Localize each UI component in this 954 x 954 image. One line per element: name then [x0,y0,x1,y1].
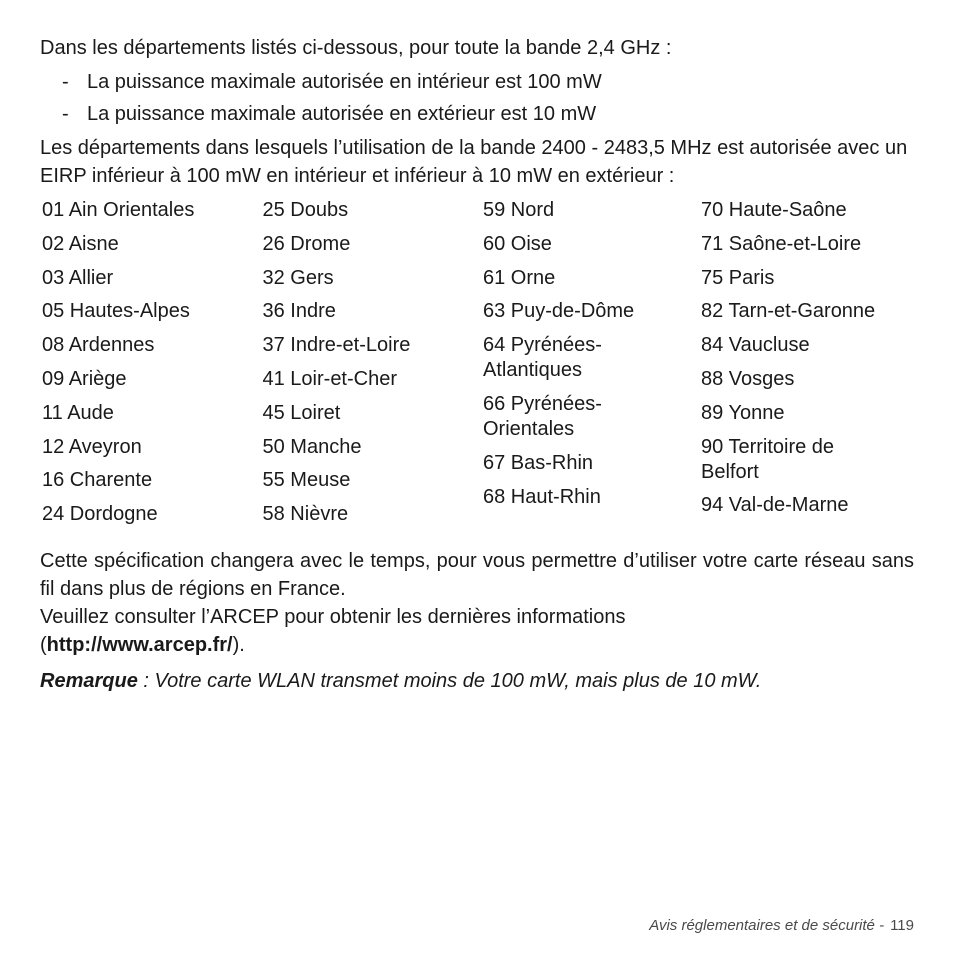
department-item: 70 Haute-Saône [701,199,847,221]
department-item: 66 Pyrénées-Orientales [483,392,602,440]
department-item: 37 Indre-et-Loire [262,334,411,357]
department-item: 26 Drome [262,232,351,255]
department-item: 11 Aude [42,401,114,424]
department-item: 36 Indre [262,300,336,323]
list-item [40,66,914,98]
department-item: 50 Manche [262,435,362,458]
footer-section-title: Avis réglementaires et de sécurité - [649,917,885,934]
department-item: 71 Saône-et-Loire [701,232,862,255]
department-item: 64 Pyrénées-Atlantiques [483,334,602,382]
department-item: 61 Orne [483,266,556,289]
department-item: 68 Haut-Rhin [483,485,601,508]
note-text: : Votre carte WLAN transmet moins de 100 mW, mais plus de 10 mW. [137,670,762,693]
bullet-text: La puissance maximale autorisée en intérieur est 100 mW [87,71,602,93]
department-item: 94 Val-de-Marne [701,494,849,517]
department-item: 24 Dordogne [42,503,158,526]
department-item: 16 Charente [42,469,153,492]
department-item: 59 Nord [483,199,555,221]
bullet-marker: - [62,103,69,125]
department-item: 12 Aveyron [42,435,142,458]
intro-paragraph: Dans les départements listés ci-dessous, pour toute la bande 2,4 GHz : [40,37,672,59]
department-item: 45 Loiret [262,401,341,424]
departments-table [42,198,914,527]
url-open-paren: ( [40,634,47,657]
department-item: 02 Aisne [42,232,119,255]
authorized-departments-paragraph: Les départements dans lesquels l’utilisation de la bande 2400 - 2483,5 MHz est autorisée avec un EIRP inférieur à 100 mW en intérieur et inférieur à 10 mW en extérieur : [40,137,908,187]
document-body [40,34,914,695]
consult-paragraph [40,603,914,659]
page-footer [649,917,914,934]
consult-text: Veuillez consulter l’ARCEP pour obtenir les dernières informations [40,606,626,629]
department-item: 08 Ardennes [42,334,155,357]
department-item: 41 Loir-et-Cher [262,367,398,390]
department-item: 82 Tarn-et-Garonne [701,300,876,323]
department-item: 63 Puy-de-Dôme [483,300,635,323]
department-item: 09 Ariège [42,367,127,390]
department-item: 55 Meuse [262,469,351,492]
power-limits-list [40,66,914,130]
department-item: 89 Yonne [701,401,785,424]
url-close-paren: ). [232,634,245,657]
department-item: 88 Vosges [701,367,795,390]
department-item: 03 Allier [42,266,114,289]
department-item: 60 Oise [483,232,552,255]
specification-paragraph: Cette spécification changera avec le temps, pour vous permettre d’utiliser votre carte réseau sans fil dans plus de régions en France. [40,550,914,601]
department-item: 67 Bas-Rhin [483,451,594,474]
departments-column-2 [263,198,484,527]
departments-column-4 [701,198,911,527]
department-item: 25 Doubs [262,199,349,221]
departments-column-3 [483,198,701,527]
department-item: 58 Nièvre [262,503,349,526]
department-item: 05 Hautes-Alpes [42,300,190,323]
arcep-link[interactable]: http://www.arcep.fr/ [46,634,233,657]
department-item: 84 Vaucluse [701,334,810,357]
department-item: 01 Ain Orientales [42,199,195,221]
department-item: 75 Paris [701,266,775,289]
page-number: 119 [890,917,914,934]
department-item: 32 Gers [262,266,334,289]
note-paragraph [40,667,914,695]
departments-column-1 [42,198,263,527]
department-item: 90 Territoire de Belfort [701,435,835,483]
bullet-text: La puissance maximale autorisée en extérieur est 10 mW [87,103,597,125]
list-item [40,98,914,130]
bullet-marker: - [62,71,69,93]
note-label: Remarque [40,670,138,693]
